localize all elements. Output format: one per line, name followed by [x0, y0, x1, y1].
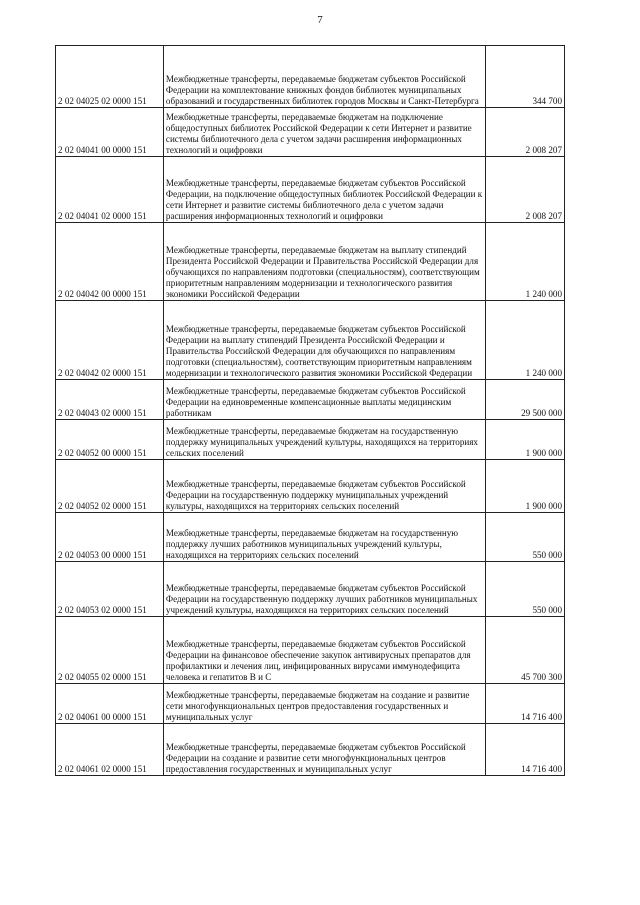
- table-row: [56, 157, 565, 223]
- amount: 29 500 000: [485, 380, 564, 420]
- table-row: [56, 684, 565, 724]
- description-text: Межбюджетные трансферты, передаваемые бюджетам субъектов Российской Федерации на комплектование книжных фондов библиотек муниципальных образований и государственных библиотек городов Москвы и Санкт-Петербурга: [165, 74, 479, 107]
- budget-code: 2 02 04053 02 0000 151: [56, 562, 164, 617]
- table-row: [56, 108, 565, 157]
- amount: 14 716 400: [485, 684, 564, 724]
- description-text: Межбюджетные трансферты, передаваемые бюджетам на создание и развитие сети многофункциональных центров предоставления государственных и муниципальных услуг: [165, 690, 470, 723]
- amount: 45 700 300: [485, 617, 564, 684]
- amount: 1 240 000: [485, 223, 564, 301]
- table-row: [56, 460, 565, 513]
- description-text: Межбюджетные трансферты, передаваемые бюджетам субъектов Российской Федерации на создание и развитие сети многофункциональных центров предоставления государственных и муниципальных услуг: [165, 742, 466, 775]
- description-text: Межбюджетные трансферты, передаваемые бюджетам субъектов Российской Федерации на единовременные компенсационные выплаты медицинским работникам: [165, 386, 466, 419]
- transfer-description: [163, 223, 485, 301]
- transfer-description: [163, 617, 485, 684]
- table-row: [56, 301, 565, 380]
- table-row: [56, 617, 565, 684]
- description-text: Межбюджетные трансферты, передаваемые бюджетам на подключение общедоступных библиотек Российской Федерации к сети Интернет и развитие системы библиотечного дела с учетом задачи расширения информационных технологий и оцифровки: [165, 112, 472, 156]
- transfer-description: [163, 513, 485, 562]
- transfer-description: [163, 420, 485, 460]
- table-row: [56, 46, 565, 108]
- amount: 2 008 207: [485, 108, 564, 157]
- transfer-description: [163, 301, 485, 380]
- transfer-description: [163, 460, 485, 513]
- amount: 1 900 000: [485, 420, 564, 460]
- table-row: [56, 562, 565, 617]
- table-row: [56, 380, 565, 420]
- amount: 2 008 207: [485, 157, 564, 223]
- table-row: [56, 513, 565, 562]
- budget-code: 2 02 04052 00 0000 151: [56, 420, 164, 460]
- budget-code: 2 02 04041 02 0000 151: [56, 157, 164, 223]
- budget-code: 2 02 04055 02 0000 151: [56, 617, 164, 684]
- amount: 1 240 000: [485, 301, 564, 380]
- budget-code: 2 02 04042 00 0000 151: [56, 223, 164, 301]
- transfer-description: [163, 157, 485, 223]
- description-text: Межбюджетные трансферты, передаваемые бюджетам на государственную поддержку лучших работников муниципальных учреждений культуры, находящихся на территориях сельских поселений: [165, 528, 459, 561]
- budget-code: 2 02 04041 00 0000 151: [56, 108, 164, 157]
- amount: 1 900 000: [485, 460, 564, 513]
- budget-code: 2 02 04043 02 0000 151: [56, 380, 164, 420]
- table-row: [56, 223, 565, 301]
- transfer-description: [163, 562, 485, 617]
- description-text: Межбюджетные трансферты, передаваемые бюджетам субъектов Российской Федерации на финансовое обеспечение закупок антивирусных препаратов для профилактики и лечения лиц, инфицированных вирусами иммунодефицита человека и гепатитов В и С: [165, 639, 471, 683]
- description-text: Межбюджетные трансферты, передаваемые бюджетам субъектов Российской Федерации на государственную поддержку муниципальных учреждений культуры, находящихся на территориях сельских поселений: [165, 479, 466, 512]
- description-text: Межбюджетные трансферты, передаваемые бюджетам на выплату стипендий Президента Российской Федерации и Правительства Российской Федерации для обучающихся по направлениям подготовки (специальностям), соответствующим приоритетным направлениям модернизации и технологического развития экономики Российской Федерации: [165, 245, 480, 300]
- description-text: Межбюджетные трансферты, передаваемые бюджетам субъектов Российской Федерации, на подключение общедоступных библиотек Российской Федерации к сети Интернет и развитие системы библиотечного дела с учетом задачи расширения информационных технологий и оцифровки: [165, 178, 483, 222]
- budget-code: 2 02 04061 02 0000 151: [56, 724, 164, 776]
- transfer-description: [163, 108, 485, 157]
- amount: 550 000: [485, 562, 564, 617]
- budget-table: [55, 45, 565, 776]
- transfer-description: [163, 684, 485, 724]
- budget-code: 2 02 04061 00 0000 151: [56, 684, 164, 724]
- budget-code: 2 02 04042 02 0000 151: [56, 301, 164, 380]
- budget-code: 2 02 04052 02 0000 151: [56, 460, 164, 513]
- transfer-description: [163, 46, 485, 108]
- table-row: [56, 724, 565, 776]
- page-number: 7: [317, 14, 323, 26]
- description-text: Межбюджетные трансферты, передаваемые бюджетам субъектов Российской Федерации на государственную поддержку лучших работников муниципальных учреждений культуры, находящихся на территориях сельских поселений: [165, 583, 478, 616]
- amount: 550 000: [485, 513, 564, 562]
- amount: 14 716 400: [485, 724, 564, 776]
- transfer-description: [163, 724, 485, 776]
- transfer-description: [163, 380, 485, 420]
- budget-code: 2 02 04025 02 0000 151: [56, 46, 164, 108]
- description-text: Межбюджетные трансферты, передаваемые бюджетам на государственную поддержку муниципальных учреждений культуры, находящихся на территориях сельских поселений: [165, 426, 478, 459]
- budget-code: 2 02 04053 00 0000 151: [56, 513, 164, 562]
- table-row: [56, 420, 565, 460]
- amount: 344 700: [485, 46, 564, 108]
- description-text: Межбюджетные трансферты, передаваемые бюджетам субъектов Российской Федерации на выплату стипендий Президента Российской Федерации и Правительства Российской Федерации для обучающихся по направлениям подготовки (специальностям), соответствующим приоритетным направлениям модернизации и технологического развития экономики Российской Федерации: [165, 324, 473, 379]
